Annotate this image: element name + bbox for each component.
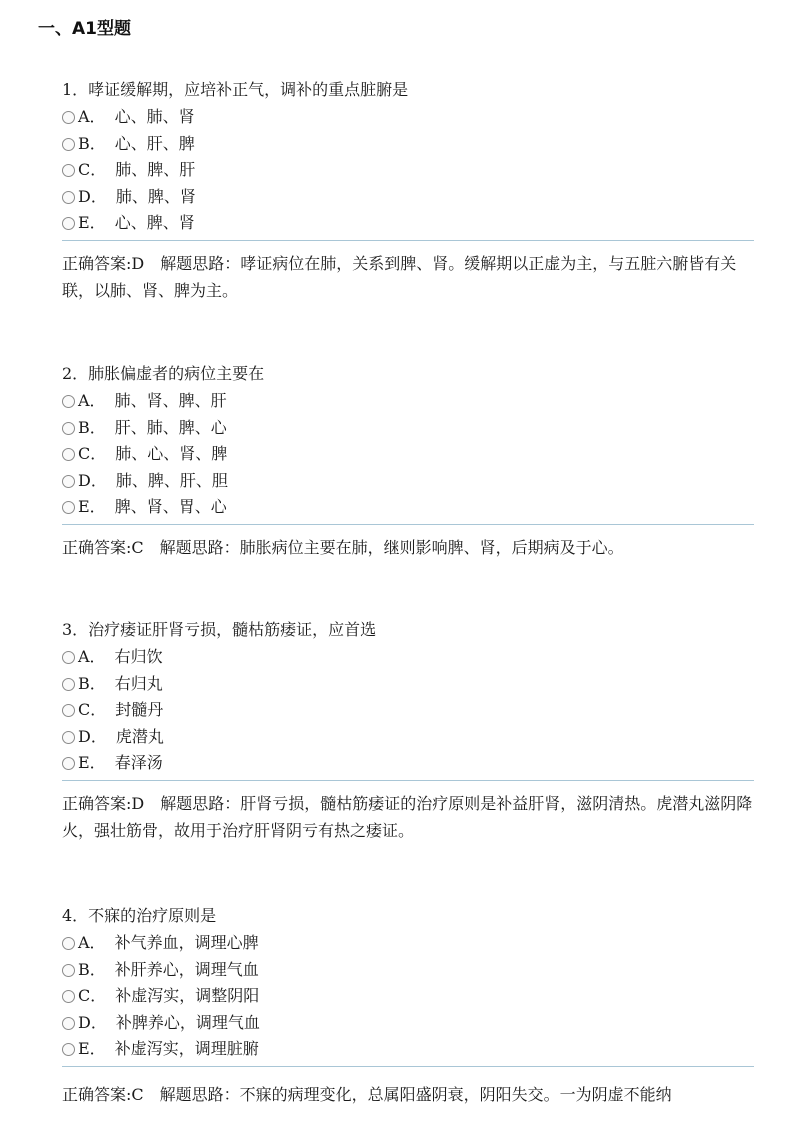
option-b[interactable]: B． 肝、肺、脾、心 — [62, 418, 754, 445]
question-stem: 3．治疗痿证肝肾亏损，髓枯筋痿证，应首选 — [62, 620, 377, 639]
radio-icon[interactable] — [62, 990, 75, 1003]
answer-block — [62, 780, 754, 844]
radio-icon[interactable] — [62, 422, 75, 435]
option-c[interactable]: C． 肺、脾、肝 — [62, 160, 754, 187]
option-b[interactable]: B． 补肝养心，调理气血 — [62, 960, 754, 987]
radio-icon[interactable] — [62, 651, 75, 664]
option-b[interactable]: B． 心、肝、脾 — [62, 134, 754, 161]
answer-block — [62, 240, 754, 304]
explanation: 解题思路：肝肾亏损，髓枯筋痿证的治疗原则是补益肝肾，滋阴清热。虎潜丸滋阴降火，强壮筋骨，故用于治疗肝肾阴亏有热之痿证。 — [62, 793, 753, 840]
question-stem: 4．不寐的治疗原则是 — [62, 906, 217, 925]
option-e[interactable]: E． 春泽汤 — [62, 753, 754, 780]
explanation: 解题思路：不寐的病理变化，总属阳盛阴衰，阴阳失交。一为阴虚不能纳 — [159, 1084, 672, 1104]
answer-block — [62, 1066, 754, 1108]
option-d[interactable]: D． 肺、脾、肾 — [62, 187, 754, 214]
radio-icon[interactable] — [62, 475, 75, 488]
radio-icon[interactable] — [62, 448, 75, 461]
radio-icon[interactable] — [62, 217, 75, 230]
question-stem: 1．哮证缓解期，应培补正气，调补的重点脏腑是 — [62, 80, 409, 99]
option-d[interactable]: D． 补脾养心，调理气血 — [62, 1013, 754, 1040]
radio-icon[interactable] — [62, 704, 75, 717]
option-b[interactable]: B． 右归丸 — [62, 674, 754, 701]
radio-icon[interactable] — [62, 111, 75, 124]
option-a[interactable]: A． 肺、肾、脾、肝 — [62, 391, 754, 418]
radio-icon[interactable] — [62, 937, 75, 950]
section-title: 一、A1型题 — [38, 19, 131, 39]
explanation: 解题思路：哮证病位在肺，关系到脾、肾。缓解期以正虚为主，与五脏六腑皆有关联，以肺、肾、脾为主。 — [62, 253, 737, 300]
question-4 — [62, 906, 754, 1108]
radio-icon[interactable] — [62, 757, 75, 770]
option-e[interactable]: E． 补虚泻实，调理脏腑 — [62, 1039, 754, 1066]
option-a[interactable]: A． 心、肺、肾 — [62, 107, 754, 134]
explanation: 解题思路：肺胀病位主要在肺，继则影响脾、肾，后期病及于心。 — [159, 537, 624, 557]
radio-icon[interactable] — [62, 731, 75, 744]
answer-key: 正确答案:C — [62, 1084, 144, 1104]
answer-key: 正确答案:C — [62, 537, 144, 557]
radio-icon[interactable] — [62, 395, 75, 408]
question-stem: 2．肺胀偏虚者的病位主要在 — [62, 364, 265, 383]
option-c[interactable]: C． 肺、心、肾、脾 — [62, 444, 754, 471]
option-e[interactable]: E． 脾、肾、胃、心 — [62, 497, 754, 524]
option-a[interactable]: A． 右归饮 — [62, 647, 754, 674]
option-a[interactable]: A． 补气养血，调理心脾 — [62, 933, 754, 960]
radio-icon[interactable] — [62, 964, 75, 977]
option-e[interactable]: E． 心、脾、肾 — [62, 213, 754, 240]
radio-icon[interactable] — [62, 1017, 75, 1030]
radio-icon[interactable] — [62, 501, 75, 514]
question-3 — [62, 620, 754, 844]
radio-icon[interactable] — [62, 1043, 75, 1056]
option-d[interactable]: D． 肺、脾、肝、胆 — [62, 471, 754, 498]
radio-icon[interactable] — [62, 678, 75, 691]
radio-icon[interactable] — [62, 191, 75, 204]
option-c[interactable]: C． 补虚泻实，调整阴阳 — [62, 986, 754, 1013]
answer-key: 正确答案:D — [62, 253, 145, 273]
answer-block — [62, 524, 754, 561]
question-2 — [62, 364, 754, 561]
option-d[interactable]: D． 虎潜丸 — [62, 727, 754, 754]
radio-icon[interactable] — [62, 138, 75, 151]
question-1 — [62, 80, 754, 304]
answer-key: 正确答案:D — [62, 793, 145, 813]
option-c[interactable]: C． 封髓丹 — [62, 700, 754, 727]
radio-icon[interactable] — [62, 164, 75, 177]
